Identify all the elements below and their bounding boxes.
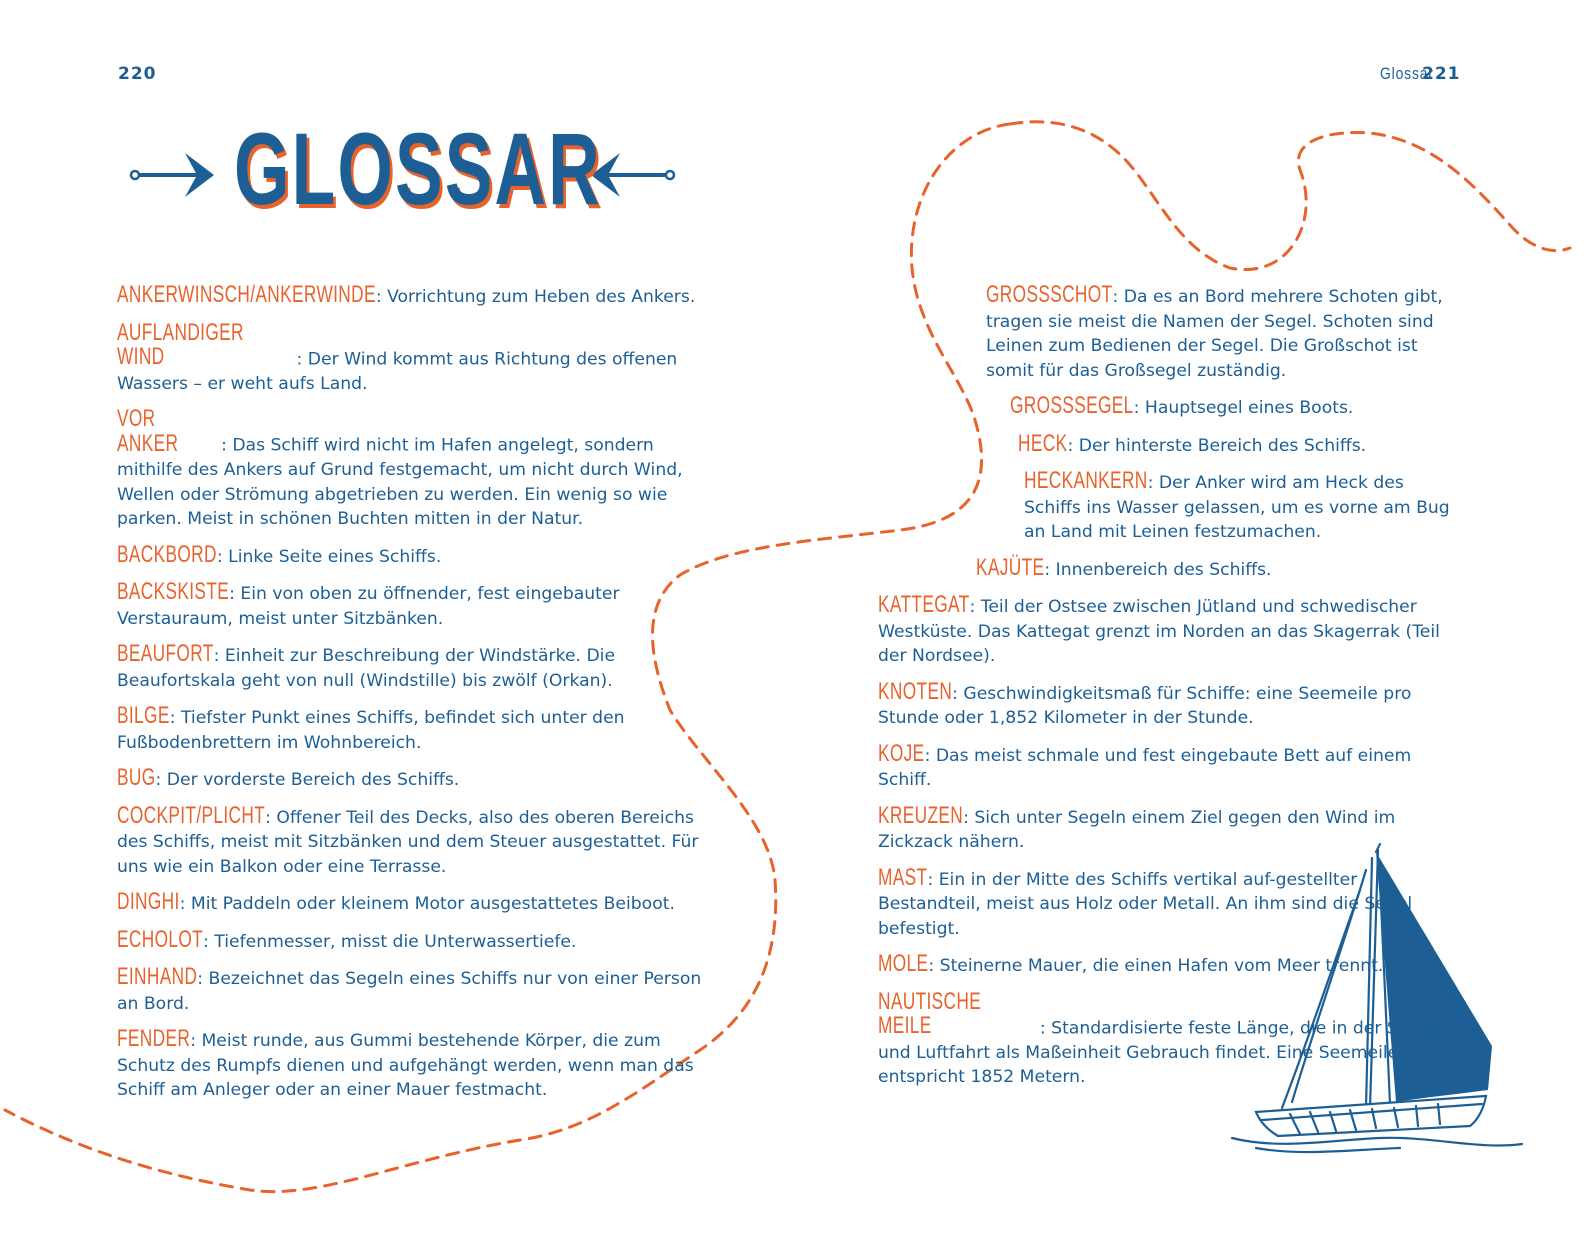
glossary-term: HECKANKERN [1024, 467, 1148, 494]
glossary-definition: : Innenbereich des Schiffs. [1044, 559, 1272, 580]
glossary-entry [878, 863, 1463, 942]
glossary-term: NAUTISCHE MEILE [878, 987, 982, 1039]
glossary-definition: : Hauptsegel eines Boots. [1133, 398, 1354, 418]
glossary-term: GROSSSCHOT [986, 281, 1113, 308]
dashed-route-line-top [1010, 122, 1570, 270]
glossary-term: BEAUFORT [117, 640, 214, 667]
glossary-entry [878, 429, 1463, 459]
glossary-definition: : Sich unter Segeln einem Ziel gegen den Wind im Zickzack nähern. [878, 807, 1396, 852]
glossary-term: BACKBORD [117, 540, 217, 568]
page-number-left: 220 [118, 64, 157, 84]
glossary-definition: : Meist runde, aus Gummi bestehende Körper, die zum Schutz des Rumpfs dienen und aufgehängt werden, wenn man das Schiff am Anleger oder an einer Mauer festmacht. [117, 1031, 694, 1100]
glossary-term: KOJE [878, 739, 925, 767]
glossary-definition: : Teil der Ostsee zwischen Jütland und schwedischer Westküste. Das Kattegat grenzt im Norden an das Skagerrak (Teil der Nordsee). [878, 597, 1440, 666]
glossary-entry [117, 704, 717, 755]
page-title: GLOSSAR [234, 112, 602, 226]
glossary-definition: : Der vorderste Bereich des Schiffs. [155, 770, 460, 790]
glossary-entry [117, 925, 717, 955]
glossary-term: FENDER [117, 1025, 191, 1052]
glossary-term: VOR ANKER [117, 405, 179, 457]
glossary-entry [878, 739, 1463, 793]
glossary-term: COCKPIT/PLICHT [117, 801, 266, 829]
glossary-entry [117, 1027, 717, 1103]
glossary-term: MAST [878, 863, 928, 891]
glossary-term: ECHOLOT [117, 925, 204, 953]
glossary-definition: : Bezeichnet das Segeln eines Schiffs nur von einer Person an Bord. [117, 969, 702, 1014]
glossary-term: HECK [1018, 429, 1068, 457]
glossary-term: KNOTEN [878, 677, 953, 705]
glossary-entry [878, 593, 1463, 669]
glossary-definition: : Der hinterste Bereich des Schiffs. [1067, 435, 1367, 456]
glossary-entry [878, 801, 1463, 855]
glossary-definition: : Tiefster Punkt eines Schiffs, befindet sich unter den Fußbodenbrettern im Wohnbereich. [117, 708, 625, 753]
glossary-entry [878, 283, 1463, 383]
glossary-definition: : Das meist schmale und fest eingebaute Bett auf einem Schiff. [878, 745, 1412, 790]
glossary-entry [117, 540, 717, 570]
glossary-term: KAJÜTE [976, 553, 1045, 581]
glossary-entry [117, 801, 717, 880]
glossary-definition: : Das Schiff wird nicht im Hafen angelegt, sondern mithilfe des Ankers auf Grund festgemacht, um nicht durch Wind, Wellen oder Strömung abgetrieben zu werden. Ein wenig so wie parken. Meist in schönen Buchten mitten in der Natur. [117, 435, 683, 529]
glossary-column-left [117, 283, 717, 1114]
glossary-definition: : Ein von oben zu öffnender, fest eingebauter Verstauraum, meist unter Sitzbänken. [117, 584, 620, 629]
glossary-entry [117, 283, 717, 310]
glossary-entry [878, 987, 1463, 1090]
glossary-term: EINHAND [117, 963, 198, 990]
glossary-entry [878, 952, 1463, 979]
glossary-entry [117, 890, 717, 917]
glossary-term: MOLE [878, 950, 929, 977]
glossary-entry [117, 766, 717, 793]
glossary-definition: : Standardisierte feste Länge, die in der Schiff- und Luftfahrt als Maßeinheit Gebrauch findet. Eine Seemeile entspricht 1852 Metern. [878, 1018, 1441, 1087]
glossary-entry [117, 965, 717, 1016]
glossary-term: BILGE [117, 702, 170, 729]
glossary-entry [117, 318, 717, 397]
glossary-definition: : Vorrichtung zum Heben des Ankers. [375, 287, 696, 307]
glossary-entry [117, 642, 717, 693]
glossary-entry [878, 394, 1463, 421]
glossary-definition: : Der Wind kommt aus Richtung des offenen Wassers – er weht aufs Land. [117, 349, 678, 394]
title-block [125, 112, 685, 237]
glossary-term: GROSSSEGEL [1010, 392, 1134, 419]
glossary-definition: : Linke Seite eines Schiffs. [216, 546, 442, 567]
glossary-definition: : Offener Teil des Decks, also des oberen Bereichs des Schiffs, meist mit Sitzbänken und dem Steuer ausgestattet. Für uns wie ein Balkon oder eine Terrasse. [117, 807, 699, 877]
glossary-definition: : Einheit zur Beschreibung der Windstärke. Die Beaufortskala geht von null (Windstille) bis zwölf (Orkan). [117, 646, 616, 691]
glossary-term: KREUZEN [878, 801, 964, 829]
running-head: Glossar [1380, 64, 1434, 83]
glossary-definition: : Tiefenmesser, misst die Unterwassertiefe. [203, 931, 577, 952]
glossary-entry [878, 469, 1463, 545]
glossary-term: ANKERWINSCH/ANKERWINDE [117, 281, 376, 308]
glossary-entry [117, 580, 717, 631]
glossary-term: BUG [117, 764, 156, 791]
glossary-definition: : Der Anker wird am Heck des Schiffs ins Wasser gelassen, um es vorne am Bug an Land mit Leinen festzumachen. [1024, 473, 1450, 542]
glossary-definition: : Geschwindigkeitsmaß für Schiffe: eine Seemeile pro Stunde oder 1,852 Kilometer in der Stunde. [878, 683, 1412, 728]
glossary-definition: : Ein in der Mitte des Schiffs vertikal auf-gestellter Bestandteil, meist aus Holz oder Metall. An ihm sind die Segel befestigt. [878, 869, 1413, 939]
glossary-entry [878, 553, 1463, 583]
glossary-term: BACKSKISTE [117, 578, 230, 605]
glossary-column-right [878, 283, 1463, 1101]
glossary-entry [878, 677, 1463, 731]
glossary-term: AUFLANDIGER WIND [117, 318, 244, 370]
glossary-entry [117, 407, 717, 532]
page-number-right: 221 [1422, 64, 1461, 84]
glossary-definition: : Steinerne Mauer, die einen Hafen vom Meer trennt. [928, 956, 1384, 976]
glossary-term: KATTEGAT [878, 591, 970, 618]
glossary-term: DINGHI [117, 888, 180, 915]
glossary-definition: : Mit Paddeln oder kleinem Motor ausgestattetes Beiboot. [179, 894, 675, 914]
glossary-definition: : Da es an Bord mehrere Schoten gibt, tragen sie meist die Namen der Segel. Schoten sind Leinen zum Bedienen der Segel. Die Großschot ist somit für das Großsegel zuständig. [986, 287, 1443, 381]
